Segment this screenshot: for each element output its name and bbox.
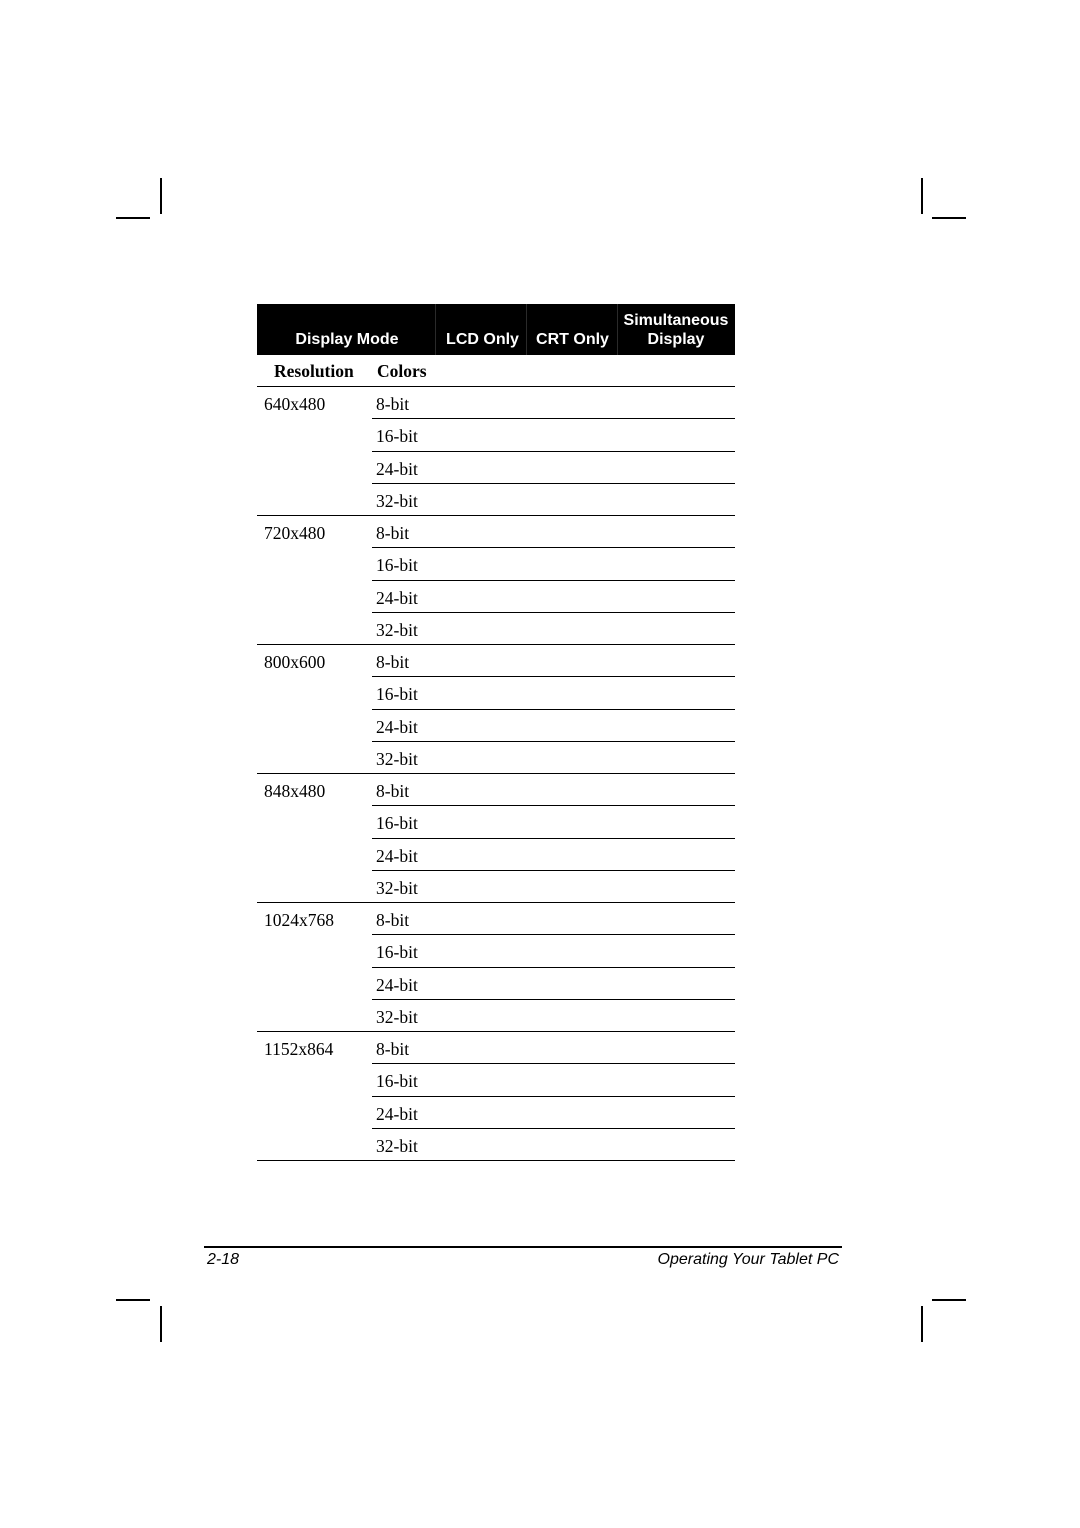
footer-rule (204, 1246, 842, 1248)
table-subheader (257, 355, 735, 387)
table-row (372, 870, 735, 902)
resolution-group (257, 645, 735, 774)
color-depth-cell: 16-bit (376, 813, 418, 834)
footer-page-number: 2-18 (207, 1251, 240, 1268)
table-row (372, 451, 735, 483)
crop-mark-bottom-left-vertical (160, 1306, 162, 1342)
resolution-cell: 640x480 (264, 394, 326, 414)
color-depth-cell: 24-bit (376, 845, 418, 866)
color-depth-cell: 8-bit (376, 1039, 410, 1059)
color-depth-cell: 32-bit (376, 1006, 418, 1027)
table-header (257, 304, 735, 355)
table-row (372, 741, 735, 773)
color-depth-cell: 32-bit (376, 490, 418, 511)
table-row (372, 1032, 735, 1063)
color-depth-cell: 8-bit (376, 652, 410, 672)
table-row (372, 516, 735, 547)
table-row (372, 934, 735, 966)
color-depth-cell: 24-bit (376, 458, 418, 479)
table-row (372, 645, 735, 676)
crop-mark-bottom-right-vertical (921, 1306, 923, 1342)
table-row (372, 676, 735, 708)
table-row (372, 1063, 735, 1095)
resolution-group (257, 1032, 735, 1161)
color-depth-cell: 24-bit (376, 716, 418, 737)
subheader-resolution: Resolution (274, 361, 354, 381)
color-depth-cell: 24-bit (376, 974, 418, 995)
table-row (372, 1128, 735, 1160)
table-row (372, 612, 735, 644)
color-depth-cell: 24-bit (376, 1103, 418, 1124)
table-row (372, 967, 735, 999)
color-depth-cell: 32-bit (376, 748, 418, 769)
table-row (372, 774, 735, 805)
table-row (372, 805, 735, 837)
table-row (372, 387, 735, 418)
table-body (257, 387, 735, 1161)
footer-chapter-title: Operating Your Tablet PC (657, 1251, 839, 1268)
header-simultaneous-display (617, 311, 735, 349)
table-row (372, 483, 735, 515)
resolution-cell: 1024x768 (264, 910, 334, 930)
color-depth-cell: 8-bit (376, 910, 410, 930)
crop-mark-top-right-horizontal (932, 217, 966, 219)
resolution-group (257, 903, 735, 1032)
color-depth-cell: 8-bit (376, 523, 410, 543)
resolution-cell: 800x600 (264, 652, 326, 672)
resolution-group (257, 516, 735, 645)
header-display-mode: Display Mode (295, 331, 399, 348)
color-depth-cell: 8-bit (376, 394, 410, 414)
display-mode-table (257, 304, 735, 1161)
table-row (372, 580, 735, 612)
resolution-group (257, 774, 735, 903)
table-row (372, 1096, 735, 1128)
crop-mark-top-left-horizontal (116, 217, 150, 219)
color-depth-cell: 16-bit (376, 1071, 418, 1092)
table-row (372, 903, 735, 934)
table-row (372, 418, 735, 450)
table-row (372, 838, 735, 870)
resolution-cell: 848x480 (264, 781, 326, 801)
header-lcd-only: LCD Only (446, 331, 519, 348)
subheader-colors: Colors (377, 361, 427, 381)
color-depth-cell: 24-bit (376, 587, 418, 608)
table-row (372, 709, 735, 741)
crop-mark-top-left-vertical (160, 178, 162, 214)
crop-mark-top-right-vertical (921, 178, 923, 214)
color-depth-cell: 16-bit (376, 555, 418, 576)
resolution-cell: 720x480 (264, 523, 326, 543)
color-depth-cell: 32-bit (376, 877, 418, 898)
header-simultaneous-line1: Simultaneous (623, 312, 729, 329)
crop-mark-bottom-right-horizontal (932, 1299, 966, 1301)
header-simultaneous-line2: Display (647, 331, 705, 348)
table-row (372, 547, 735, 579)
resolution-cell: 1152x864 (264, 1039, 334, 1059)
color-depth-cell: 16-bit (376, 426, 418, 447)
color-depth-cell: 32-bit (376, 1135, 418, 1156)
header-crt-only: CRT Only (536, 331, 609, 348)
color-depth-cell: 32-bit (376, 619, 418, 640)
color-depth-cell: 8-bit (376, 781, 410, 801)
crop-mark-bottom-left-horizontal (116, 1299, 150, 1301)
color-depth-cell: 16-bit (376, 942, 418, 963)
resolution-group (257, 387, 735, 516)
color-depth-cell: 16-bit (376, 684, 418, 705)
table-row (372, 999, 735, 1031)
